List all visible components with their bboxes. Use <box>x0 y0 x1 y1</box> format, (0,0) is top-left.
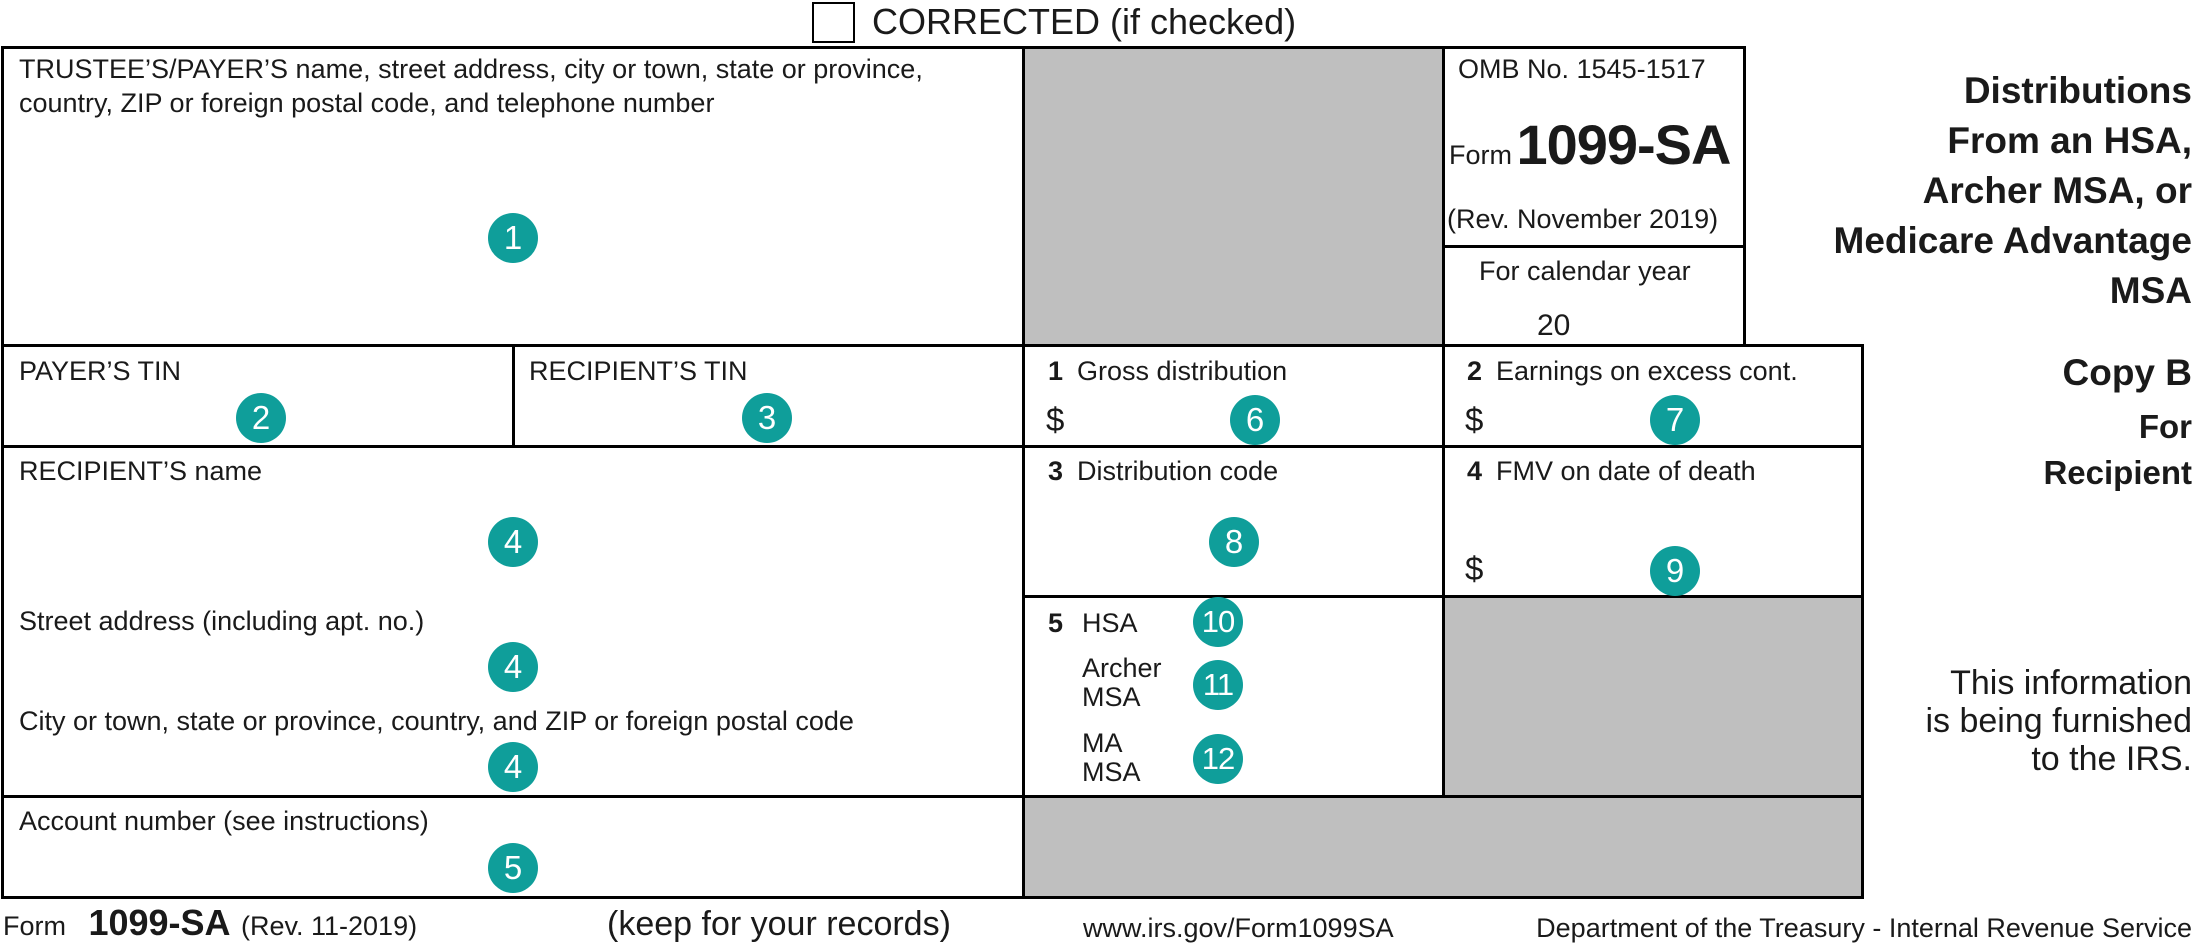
box-4-currency: $ <box>1465 550 1484 587</box>
footer-keep: (keep for your records) <box>607 905 951 943</box>
account-number-label: Account number (see instructions) <box>19 806 429 836</box>
copy-line-1: For <box>2138 408 2192 445</box>
title-line-4: Medicare Advantage <box>1833 220 2192 261</box>
box-3-number: 3 <box>1048 456 1064 486</box>
field-marker-6[interactable]: 6 <box>1230 395 1280 445</box>
box-2-text: Earnings on excess cont. <box>1496 356 1798 386</box>
form-word: Form <box>1449 140 1512 170</box>
line-calendar <box>1443 245 1746 248</box>
corrected-label: CORRECTED (if checked) <box>872 1 1297 42</box>
title-line-2: From an HSA, <box>1947 120 2192 161</box>
footer-form-number: 1099-SA <box>88 902 231 943</box>
line-y796 <box>1 795 1864 798</box>
field-marker-5[interactable]: 5 <box>488 843 538 893</box>
box-2-currency: $ <box>1465 401 1484 438</box>
box-5-archer-line-2: MSA <box>1082 682 1141 712</box>
line-x1023 <box>1022 46 1025 898</box>
footer-form-title <box>3 902 417 944</box>
box-3-text: Distribution code <box>1077 456 1279 486</box>
line-x1443 <box>1442 46 1445 798</box>
copy-title: Copy B <box>2062 352 2192 393</box>
box-3-label <box>1048 454 1278 488</box>
field-marker-3[interactable]: 3 <box>742 393 792 443</box>
box-5-ma-line-1: MA <box>1082 728 1123 758</box>
copy-info-1: This information <box>1950 664 2192 702</box>
field-marker-2[interactable]: 2 <box>236 393 286 443</box>
line-x513 <box>512 344 515 447</box>
box-5-ma-line-2: MSA <box>1082 757 1141 787</box>
line-y345 <box>1 344 1864 347</box>
line-y446 <box>1 445 1864 448</box>
shaded-area-bottom <box>1024 797 1862 898</box>
box-1-currency: $ <box>1046 401 1065 438</box>
copy-line-2: Recipient <box>2043 454 2192 491</box>
form-title <box>1449 112 1730 177</box>
box-4-number: 4 <box>1467 456 1483 486</box>
field-marker-4-street[interactable]: 4 <box>488 642 538 692</box>
corrected-checkbox[interactable] <box>812 2 855 43</box>
form-bottom-border <box>1 896 1864 899</box>
box-1-text: Gross distribution <box>1077 356 1288 386</box>
field-marker-8[interactable]: 8 <box>1209 517 1259 567</box>
line-x1863 <box>1861 344 1864 898</box>
shaded-area-top <box>1024 48 1443 345</box>
field-marker-7[interactable]: 7 <box>1650 395 1700 445</box>
form-top-border <box>1 46 1746 49</box>
recipient-tin-label: RECIPIENT’S TIN <box>529 356 748 386</box>
box-5-hsa-label: HSA <box>1082 608 1138 638</box>
recipient-name-label: RECIPIENT’S name <box>19 456 263 486</box>
box-5-archer-line-1: Archer <box>1082 653 1162 683</box>
field-marker-11[interactable]: 11 <box>1193 660 1243 710</box>
copy-info-3: to the IRS. <box>2031 740 2192 778</box>
street-address-label: Street address (including apt. no.) <box>19 606 425 636</box>
payer-tin-label: PAYER’S TIN <box>19 356 182 386</box>
city-label: City or town, state or province, country, and ZIP or foreign postal code <box>19 706 854 736</box>
calendar-year-label: For calendar year <box>1479 256 1691 286</box>
field-marker-9[interactable]: 9 <box>1650 546 1700 596</box>
form-left-border <box>1 46 4 898</box>
line-x1745 <box>1743 46 1746 346</box>
box-2-number: 2 <box>1467 356 1483 386</box>
shaded-area-mid <box>1443 598 1862 797</box>
form-title-block <box>1834 66 2192 316</box>
box-1-number: 1 <box>1048 356 1064 386</box>
box-4-text: FMV on date of death <box>1496 456 1756 486</box>
box-1-label <box>1048 354 1287 388</box>
footer-form-word: Form <box>3 911 66 941</box>
field-marker-4-city[interactable]: 4 <box>488 742 538 792</box>
field-marker-4-name[interactable]: 4 <box>488 517 538 567</box>
title-line-1: Distributions <box>1963 70 2192 111</box>
field-marker-1[interactable]: 1 <box>488 213 538 263</box>
form-number: 1099-SA <box>1516 113 1731 176</box>
box-2-label <box>1467 354 1798 388</box>
field-marker-10[interactable]: 10 <box>1193 597 1243 647</box>
field-marker-12[interactable]: 12 <box>1193 734 1243 784</box>
footer-url[interactable]: www.irs.gov/Form1099SA <box>1083 913 1394 943</box>
form-revision: (Rev. November 2019) <box>1447 204 1719 234</box>
omb-number: OMB No. 1545-1517 <box>1458 54 1706 84</box>
payer-info-label: TRUSTEE’S/PAYER’S name, street address, city or town, state or province, country, ZIP or foreign postal code, and telephone number <box>19 54 923 118</box>
copy-info-2: is being furnished <box>1925 702 2192 740</box>
title-line-5: MSA <box>2109 270 2192 311</box>
footer-revision: (Rev. 11-2019) <box>241 911 418 941</box>
box-5-number: 5 <box>1048 608 1064 638</box>
copy-info <box>1925 664 2192 778</box>
box-4-label <box>1467 454 1756 488</box>
title-line-3: Archer MSA, or <box>1922 170 2192 211</box>
calendar-year-value[interactable]: 20 <box>1537 309 1571 342</box>
footer-department: Department of the Treasury - Internal Revenue Service <box>1536 913 2192 943</box>
